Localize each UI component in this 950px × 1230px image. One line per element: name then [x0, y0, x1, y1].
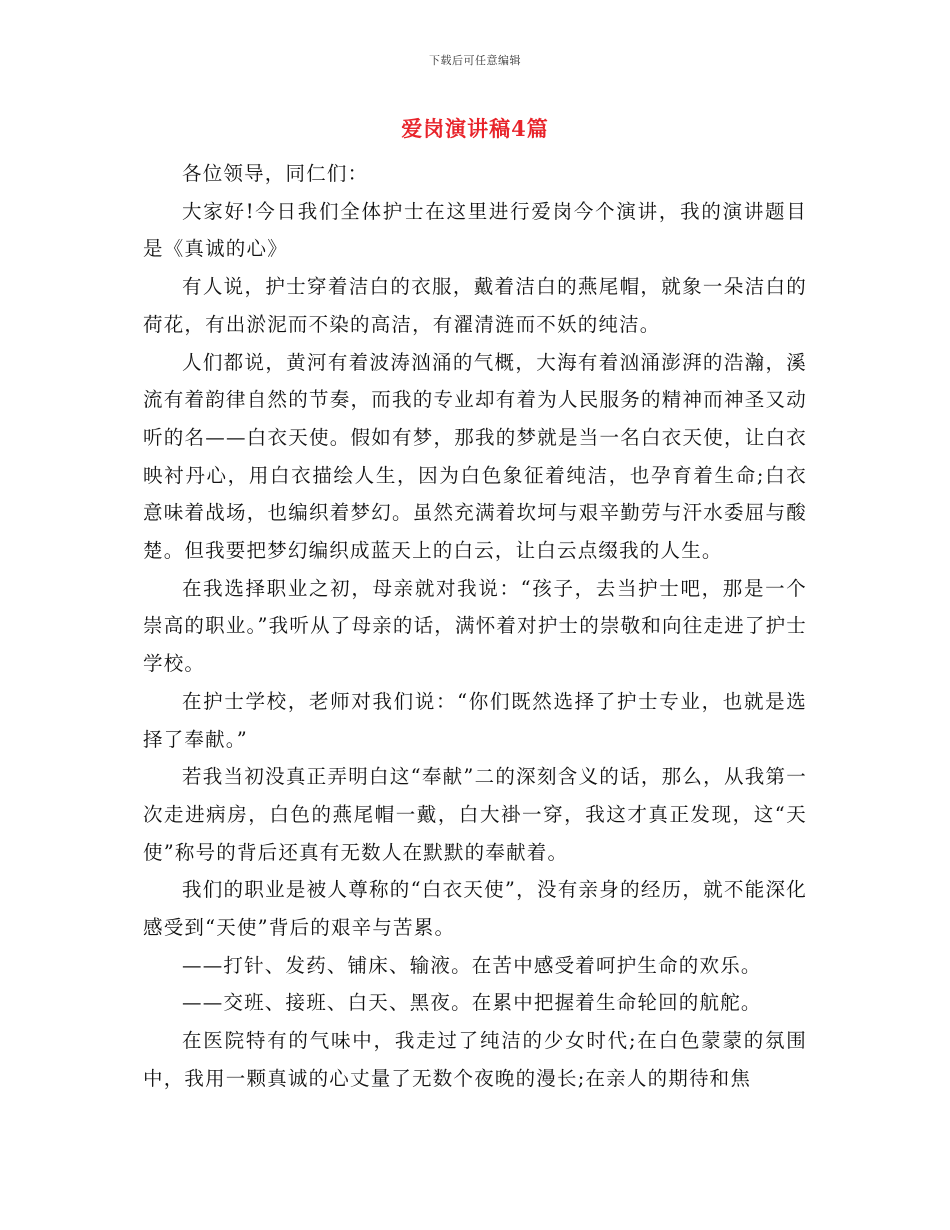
paragraph-dedication: 若我当初没真正弄明白这“奉献”二的深刻含义的话，那么，从我第一次走进病房，白色的燕尾帽一戴，白大褂一穿，我这才真正发现，这“天使”称号的背后还真有无数人在默默的奉献着。 — [143, 765, 807, 864]
header-note: 下载后可任意编辑 — [429, 54, 521, 67]
paragraph-intro: 大家好!今日我们全体护士在这里进行爱岗今个演讲，我的演讲题目是《真诚的心》 — [143, 199, 807, 261]
paragraph-duties: ——打针、发药、铺床、输液。在苦中感受着呵护生命的欢乐。 — [182, 953, 762, 977]
paragraph-dream: 人们都说，黄河有着波涛汹涌的气概，大海有着汹涌澎湃的浩瀚，溪流有着韵律自然的节奏，而我的专业却有着为人民服务的精神而神圣又动听的名——白衣天使。假如有梦，那我的梦就是当一名白衣天使，让白衣映衬丹心，用白衣描绘人生，因为白色象征着纯洁，也孕育着生命;白衣意味着战场，也编织着梦幻。虽然充满着坎坷与艰辛勤劳与汗水委屈与酸楚。但我要把梦幻编织成蓝天上的白云，让白云点缀我的人生。 — [143, 350, 807, 563]
paragraph-teacher: 在护士学校，老师对我们说：“你们既然选择了护士专业，也就是选择了奉献。” — [143, 689, 807, 751]
paragraph-angel: 我们的职业是被人尊称的“白衣天使”，没有亲身的经历，就不能深化感受到“天使”背后的艰辛与苦累。 — [143, 878, 807, 940]
paragraph-mother: 在我选择职业之初，母亲就对我说：“孩子，去当护士吧，那是一个崇高的职业。”我听从了母亲的话，满怀着对护士的崇敬和向往走进了护士学校。 — [143, 576, 807, 676]
paragraph-lotus: 有人说，护士穿着洁白的衣服，戴着洁白的燕尾帽，就象一朵洁白的荷花，有出淤泥而不染的高洁，有濯清涟而不妖的纯洁。 — [143, 275, 807, 336]
paragraph-hospital: 在医院特有的气味中，我走过了纯洁的少女时代;在白色蒙蒙的氛围中，我用一颗真诚的心丈量了无数个夜晚的漫长;在亲人的期待和焦 — [143, 1029, 807, 1090]
document-body — [143, 155, 807, 1098]
paragraph-shifts: ——交班、接班、白天、黑夜。在累中把握着生命轮回的航舵。 — [182, 991, 762, 1015]
document-title: 爱岗演讲稿4篇 — [401, 116, 549, 141]
paragraph-greeting: 各位领导，同仁们： — [182, 162, 369, 185]
